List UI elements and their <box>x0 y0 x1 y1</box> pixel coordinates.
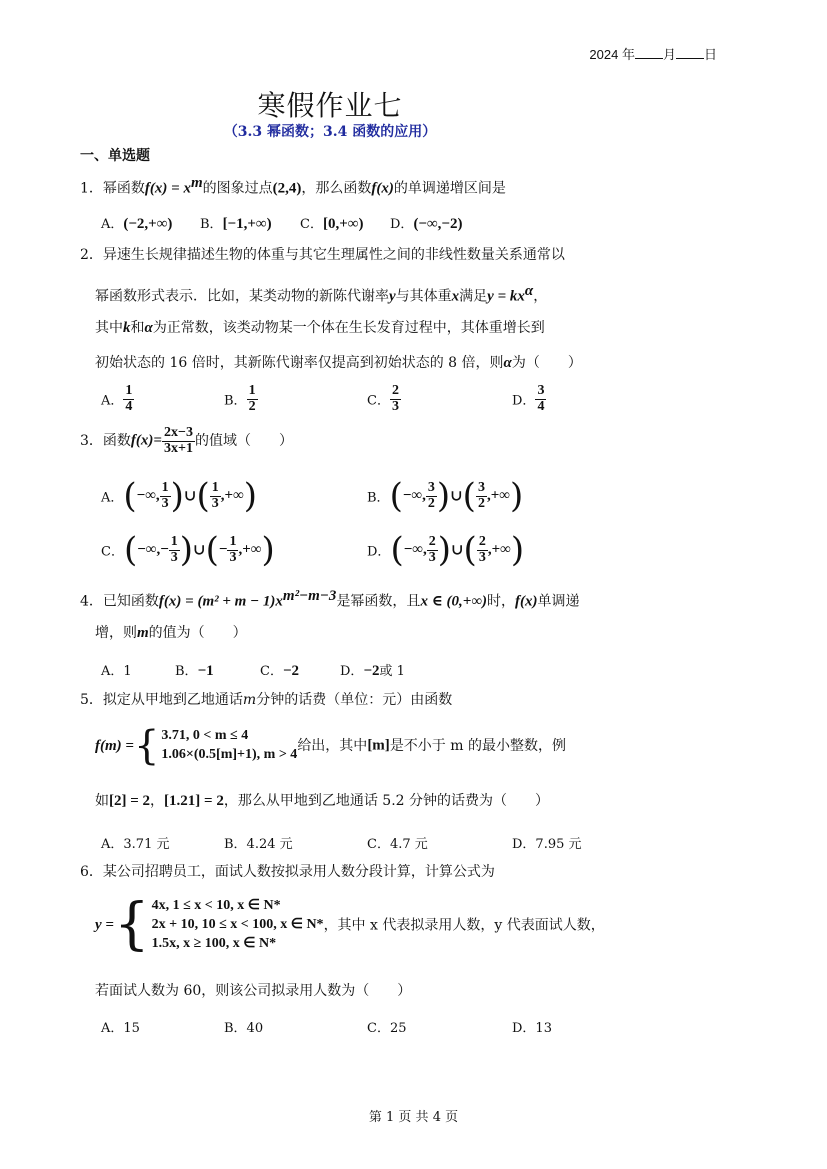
q4-condition: x ∈ (0,+∞) <box>420 593 488 610</box>
q2-formula: y = kx <box>487 288 525 305</box>
q2-line-2: 幂函数形式表示．比如，某类动物的新陈代谢率y与其体重x满足$y = kx^\alpha$， <box>95 283 548 305</box>
question-4: 4．已知函数$f(x) = (m^2 + m - 1)x^{m^2-m-3}$是幂函数，且x ∈ (0,+∞)时，f(x)单调递 <box>80 588 580 610</box>
q1-function: f(x) <box>371 180 394 197</box>
q3-option-b[interactable]: B．(−∞, $\frac{3}{2}$ )∪( $\frac{3}{2}$ ,+∞) <box>367 476 524 516</box>
page-subtitle: （3.3 幂函数；3.4 函数的应用） <box>223 124 437 140</box>
date-day: 日 <box>703 47 717 62</box>
q6-option-b[interactable]: B．40 <box>224 1021 264 1036</box>
q1-text: 幂函数 <box>102 180 145 197</box>
q2-var-alpha: α <box>144 320 153 336</box>
q4-option-d[interactable]: D．−2或 1 <box>340 663 405 679</box>
q5-line-3: 如[2] = 2，[1.21] = 2，那么从甲地到乙地通话 5.2 分钟的话费为（ ） <box>95 793 550 809</box>
q1-exponent: m <box>190 175 203 191</box>
day-blank <box>676 47 704 59</box>
q1-text: 的图象过点 <box>202 180 273 197</box>
q2-option-c[interactable]: C． $\frac{2}{3}$ <box>367 383 399 414</box>
q2-option-a-fraction: $\frac{1}{4}$ <box>125 383 133 414</box>
date-year: 2024 年 <box>589 47 635 62</box>
month-blank <box>635 47 663 59</box>
q1-text: ，那么函数 <box>301 180 372 197</box>
q3-option-c[interactable]: C．(−∞,− $\frac{1}{3}$ )∪(− $\frac{1}{3}$ ,+∞) <box>101 530 275 570</box>
q2-line-3: 其中k和α为正常数，该类动物某一个体在生长发育过程中，其体重增长到 <box>95 320 545 336</box>
question-5: 5．拟定从甲地到乙地通话m分钟的话费（单位：元）由函数 <box>80 692 453 708</box>
q4-option-c[interactable]: C．−2 <box>260 663 300 679</box>
q4-function: f(x) = (m² + m − 1)x <box>158 593 283 610</box>
q5-option-b[interactable]: B．4.24 元 <box>224 837 293 852</box>
q2-option-d-fraction: $\frac{3}{4}$ <box>537 383 545 414</box>
q2-var-y: y <box>389 288 396 305</box>
q1-option-a[interactable]: A．(−2,+∞) <box>101 216 173 232</box>
q4-option-a[interactable]: A．1 <box>101 664 132 679</box>
q3-option-d[interactable]: D．(−∞, $\frac{2}{3}$ )∪( $\frac{2}{3}$ ,+∞) <box>367 530 525 570</box>
q2-option-b-fraction: $\frac{1}{2}$ <box>248 383 256 414</box>
q4-line-2: 增，则m的值为（ ） <box>95 625 247 641</box>
q2-option-d[interactable]: D． $\frac{3}{4}$ <box>512 383 545 414</box>
q1-option-c-value: [0,+∞) <box>322 216 364 232</box>
q5-option-d[interactable]: D．7.95 元 <box>512 837 582 852</box>
q1-formula: f(x) = x <box>144 180 191 197</box>
q5-cases: 3.71, 0 < m ≤ 4 1.06×(0.5[m]+1), m > 4 <box>161 728 298 762</box>
q2-option-b[interactable]: B． $\frac{1}{2}$ <box>224 383 256 414</box>
q1-option-c[interactable]: C．[0,+∞) <box>300 216 364 232</box>
q2-option-a[interactable]: A． $\frac{1}{4}$ <box>101 383 133 414</box>
q2-option-c-fraction: $\frac{2}{3}$ <box>391 383 399 414</box>
q2-line-4: 初始状态的 16 倍时，其新陈代谢率仅提高到初始状态的 8 倍，则α为（ ） <box>95 355 582 371</box>
question-3: 3．函数f(x)= $\frac{2x-3}{3x+1}$ 的值域（ ） <box>80 425 293 456</box>
q3-option-a[interactable]: A．(−∞, $\frac{1}{3}$ )∪( $\frac{1}{3}$ ,+∞) <box>101 476 258 516</box>
q3-fraction: $\frac{2x-3}{3x+1}$ <box>163 425 193 456</box>
q5-function: f(m) = <box>95 737 134 754</box>
q6-cases: 4x, 1 ≤ x < 10, x ∈ N* 2x + 10, 10 ≤ x < 100, x ∈ N* 1.5x, x ≥ 100, x ∈ N* <box>151 898 324 951</box>
q6-line-3: 若面试人数为 60，则该公司拟录用人数为（ ） <box>95 983 412 999</box>
q6-option-c[interactable]: C．25 <box>367 1021 407 1036</box>
q4-option-b[interactable]: B．−1 <box>175 663 214 679</box>
q3-function: f(x)= <box>130 432 162 449</box>
q1-option-b[interactable]: B．[−1,+∞) <box>200 216 272 232</box>
q1-option-a-value: (−2,+∞) <box>123 216 173 232</box>
q1-point: (2,4) <box>272 180 302 197</box>
q6-option-d[interactable]: D．13 <box>512 1021 552 1036</box>
q2-var-x: x <box>451 288 460 305</box>
question-1 <box>80 176 506 197</box>
q1-option-b-value: [−1,+∞) <box>222 216 272 232</box>
page-title: 寒假作业七 <box>257 89 403 122</box>
q6-option-a[interactable]: A．15 <box>101 1021 140 1036</box>
q5-piecewise: f(m) = { 3.71, 0 < m ≤ 4 1.06×(0.5[m]+1), m > 4 给出，其中[m]是不小于 m 的最小整数，例 <box>95 723 566 769</box>
q1-option-d[interactable]: D．(−∞,−2) <box>390 216 463 232</box>
page-footer: 第 1 页 共 4 页 <box>368 1110 459 1125</box>
q5-option-c[interactable]: C．4.7 元 <box>367 837 428 852</box>
question-2 <box>80 248 565 262</box>
q6-function: y = <box>95 916 114 933</box>
q2-var-alpha: α <box>503 355 512 371</box>
q1-option-d-value: (−∞,−2) <box>413 216 463 232</box>
date-month: 月 <box>662 47 676 62</box>
q5-option-a[interactable]: A．3.71 元 <box>101 837 170 852</box>
q2-number: 2． <box>80 247 103 263</box>
q1-number: 1． <box>80 180 103 197</box>
date-line <box>589 44 717 63</box>
q1-text: 的单调递增区间是 <box>393 180 506 197</box>
question-6: 6．某公司招聘员工，面试人数按拟录用人数分段计算，计算公式为 <box>80 864 495 880</box>
section-heading: 一、单选题 <box>80 148 150 164</box>
q2-line-1: 异速生长规律描述生物的体重与其它生理属性之间的非线性数量关系通常以 <box>102 247 565 263</box>
q2-var-k: k <box>123 320 131 336</box>
q6-piecewise: y = { 4x, 1 ≤ x < 10, x ∈ N* 2x + 10, 10 ≤ x < 100, x ∈ N* 1.5x, x ≥ 100, x ∈ N* ，其中 x 代表拟录用人数，y 代表面试人数， <box>95 892 605 958</box>
